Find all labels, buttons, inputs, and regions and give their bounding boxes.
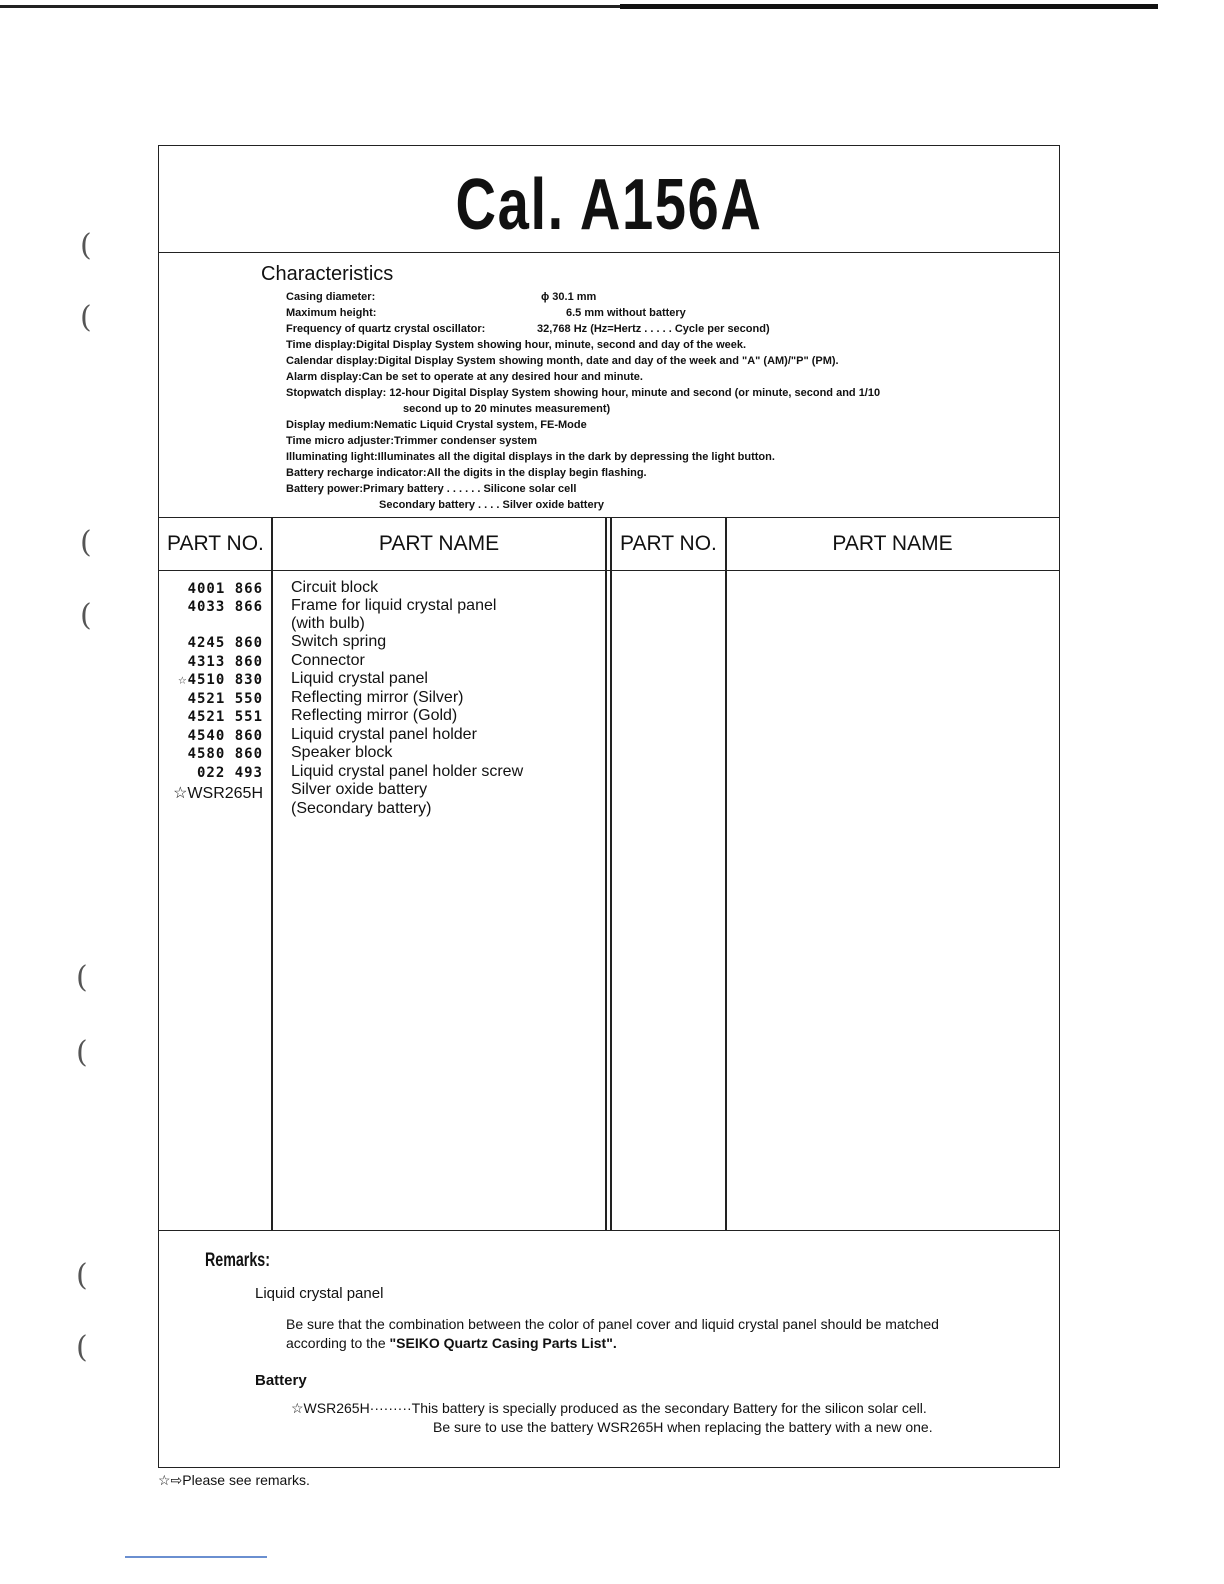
table-row-part-name: Reflecting mirror (Silver) xyxy=(291,689,464,706)
column-divider xyxy=(610,518,612,1230)
table-row-part-name: Liquid crystal panel xyxy=(291,670,428,687)
table-row-part-name: Liquid crystal panel holder screw xyxy=(291,763,524,780)
title-box xyxy=(159,146,1059,253)
stopwatch-display: Stopwatch display: 12-hour Digital Display System showing hour, minute and second (or minute, second and 1/10 xyxy=(286,387,881,399)
table-row-part-no: 4001 866 xyxy=(187,581,263,597)
table-row-part-no: 4540 860 xyxy=(187,728,263,744)
column-divider xyxy=(271,518,273,1230)
table-row-part-name: Reflecting mirror (Gold) xyxy=(291,707,458,724)
table-row-part-name: Liquid crystal panel holder xyxy=(291,726,477,743)
col-header-part-name: PART NAME xyxy=(378,532,500,555)
battery-recharge-indicator: Battery recharge indicator:All the digits in the display begin flashing. xyxy=(286,467,647,479)
illuminating-light: Illuminating light:Illuminates all the digital displays in the dark by depressing the light button. xyxy=(286,451,775,463)
table-row-part-no: 4245 860 xyxy=(187,635,263,651)
table-row-part-name: Switch spring xyxy=(291,633,387,650)
display-medium: Display medium:Nematic Liquid Crystal system, FE-Mode xyxy=(286,419,587,431)
casing-value: ϕ 30.1 mm xyxy=(541,291,597,303)
battery-power-primary: Battery power:Primary battery . . . . . . Silicone solar cell xyxy=(286,483,577,495)
table-row-part-no: 4521 551 xyxy=(187,709,263,725)
page-title: Cal. A156A xyxy=(455,165,763,245)
table-row-part-name: Speaker block xyxy=(291,744,393,761)
margin-mark: ( xyxy=(80,228,92,263)
time-display: Time display:Digital Display System showing hour, minute, second and day of the week. xyxy=(286,339,747,351)
col-header-part-no-2: PART NO. xyxy=(620,532,717,555)
margin-mark: ( xyxy=(80,598,92,633)
table-row-part-name: Connector xyxy=(291,652,365,669)
scan-bottom-line xyxy=(125,1556,267,1558)
remarks-battery-heading: Battery xyxy=(255,1372,307,1389)
table-row-part-no: 4521 550 xyxy=(187,691,263,707)
table-row-part-no: 4313 860 xyxy=(187,654,263,670)
calendar-display: Calendar display:Digital Display System showing month, date and day of the week and "A" (AM)/"P" (PM). xyxy=(286,355,839,367)
document-frame xyxy=(158,145,1060,1468)
remarks-lcp-text-2a: according to the xyxy=(286,1335,390,1351)
table-row-part-no: ☆WSR265H xyxy=(173,785,263,802)
table-row-part-name: Frame for liquid crystal panel xyxy=(291,597,497,614)
margin-mark: ( xyxy=(76,1035,88,1070)
footnote: ☆⇨Please see remarks. xyxy=(158,1472,310,1488)
remarks-lcp-heading: Liquid crystal panel xyxy=(255,1285,384,1302)
parts-list-reference: "SEIKO Quartz Casing Parts List". xyxy=(389,1335,617,1351)
table-row-part-no: 4580 860 xyxy=(187,746,263,762)
margin-mark: ( xyxy=(76,960,88,995)
characteristics-heading: Characteristics xyxy=(261,263,394,285)
margin-mark: ( xyxy=(80,525,92,560)
table-row-part-no: ☆4510 830 xyxy=(178,672,263,688)
table-row-part-name: (Secondary battery) xyxy=(291,800,432,817)
column-divider xyxy=(725,518,727,1230)
stopwatch-display-cont: second up to 20 minutes measurement) xyxy=(403,403,611,415)
remarks-battery-text-cont: Be sure to use the battery WSR265H when replacing the battery with a new one. xyxy=(433,1419,933,1435)
margin-mark: ( xyxy=(80,300,92,335)
remarks-title: Remarks: xyxy=(205,1250,270,1271)
remarks-lcp-text-cont xyxy=(286,1335,617,1351)
battery-power-secondary: Secondary battery . . . . Silver oxide battery xyxy=(379,499,604,511)
table-row-part-name: Circuit block xyxy=(291,579,379,596)
col-header-part-no: PART NO. xyxy=(167,532,264,555)
column-divider xyxy=(605,518,607,1230)
remarks-section xyxy=(159,1230,1059,1468)
remarks-lcp-text: Be sure that the combination between the color of panel cover and liquid crystal panel should be matched xyxy=(286,1316,939,1332)
table-row-part-no: 022 493 xyxy=(196,765,263,781)
parts-table xyxy=(159,517,1059,1231)
col-header-part-name-2: PART NAME xyxy=(832,532,953,555)
table-row-part-no: 4033 866 xyxy=(187,599,263,615)
alarm-display: Alarm display:Can be set to operate at any desired hour and minute. xyxy=(286,371,643,383)
height-value: 6.5 mm without battery xyxy=(566,307,686,319)
table-row-part-name: Silver oxide battery xyxy=(291,781,428,798)
freq-label: Frequency of quartz crystal oscillator: xyxy=(286,323,486,335)
time-micro-adjuster: Time micro adjuster:Trimmer condenser system xyxy=(286,435,538,447)
freq-value: 32,768 Hz (Hz=Hertz . . . . . Cycle per second) xyxy=(537,323,770,335)
margin-mark: ( xyxy=(76,1330,88,1365)
characteristics-section xyxy=(159,253,1059,518)
table-row-part-name: (with bulb) xyxy=(291,615,365,632)
casing-label: Casing diameter: xyxy=(286,291,376,303)
remarks-battery-text: ☆WSR265H·········This battery is specially produced as the secondary Battery for the silicon solar cell. xyxy=(291,1400,927,1416)
height-label: Maximum height: xyxy=(286,307,377,319)
scan-edge-line-bold xyxy=(620,4,1158,9)
margin-mark: ( xyxy=(76,1258,88,1293)
